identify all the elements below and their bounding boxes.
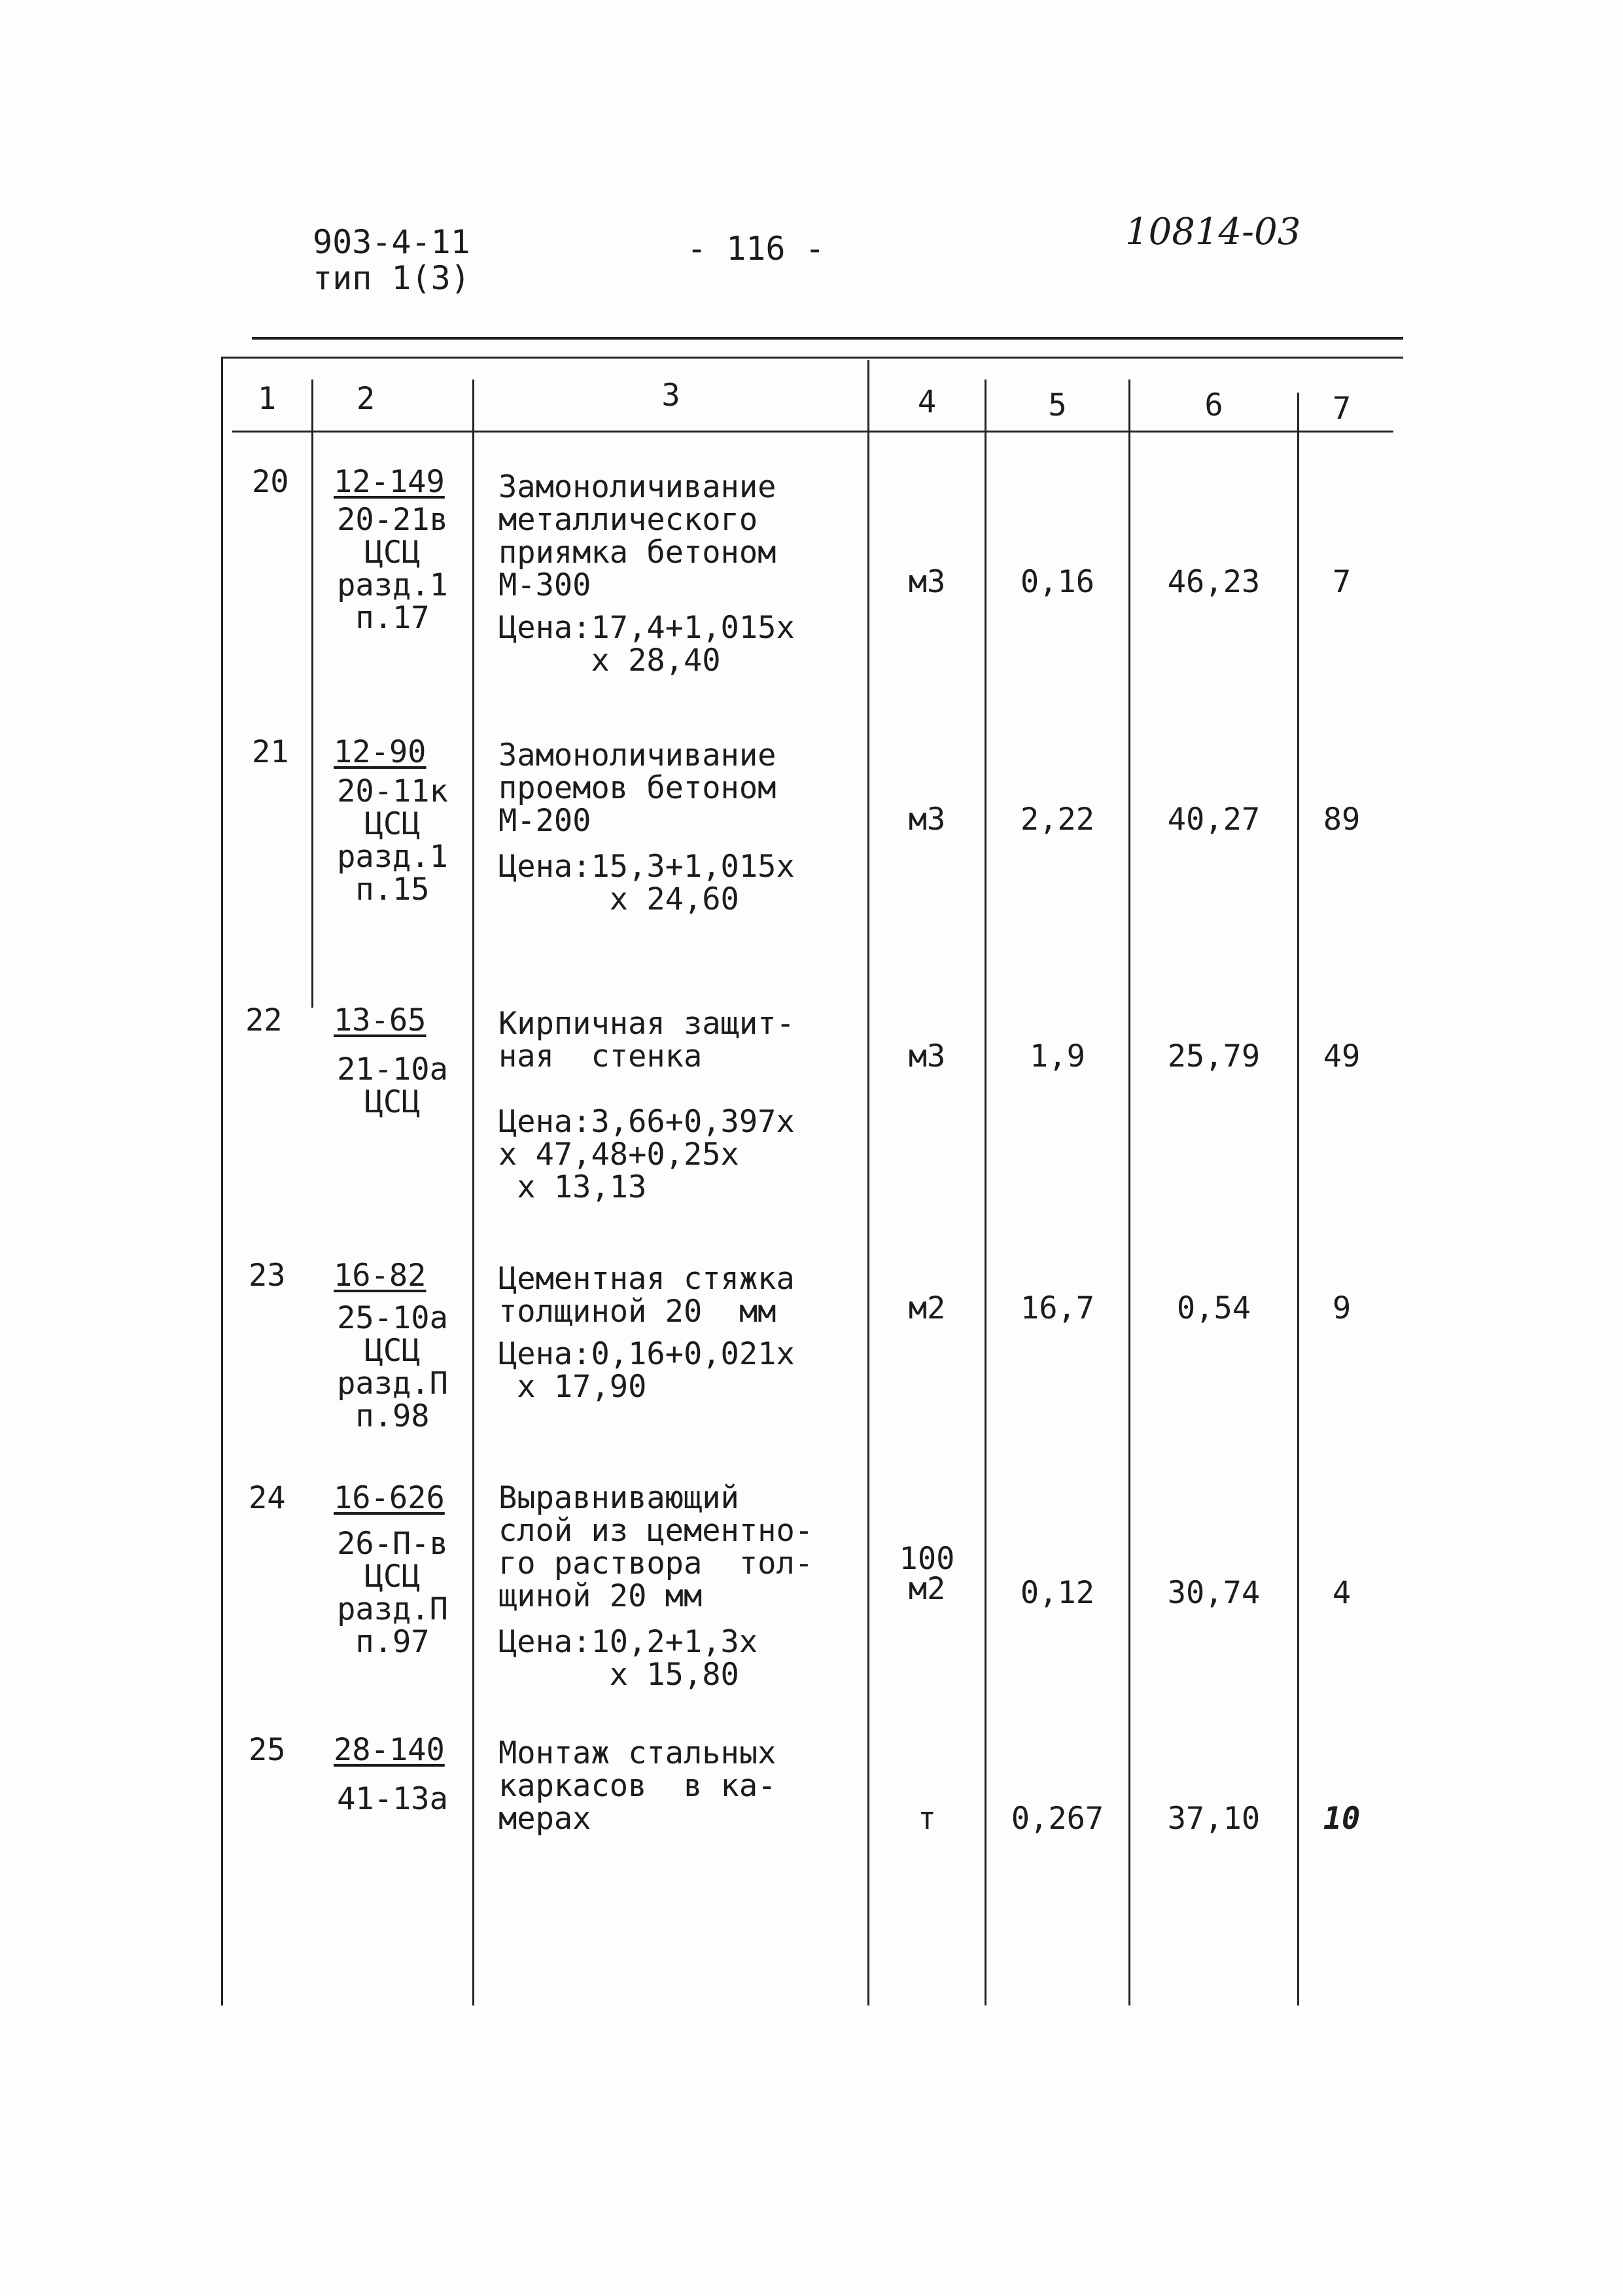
- quantity: 0,16: [1020, 564, 1095, 600]
- page-number: - 116 -: [687, 230, 825, 268]
- unit-cost: 30,74: [1167, 1575, 1261, 1611]
- column-header-7: 7: [1332, 391, 1352, 427]
- price-reference: 41-13а: [337, 1781, 448, 1817]
- handwritten-number: 10814-03: [1125, 211, 1301, 253]
- column-header-1: 1: [257, 381, 277, 417]
- unit: м3: [908, 564, 946, 600]
- price-reference: 20-21в ЦСЦ разд.1 п.17: [337, 502, 448, 636]
- row-number: 25: [249, 1732, 286, 1768]
- column-header-5: 5: [1048, 387, 1067, 423]
- column-divider-3: [867, 360, 869, 2005]
- work-description: Выравнивающий слой из цементно- го раствора тол- щиной 20 мм: [498, 1480, 814, 1614]
- unit: м2: [908, 1290, 946, 1326]
- document-code: 903-4-11: [313, 223, 470, 261]
- quantity: 0,267: [1011, 1801, 1104, 1837]
- unit-cost: 40,27: [1167, 802, 1261, 838]
- norm-reference: 16-626: [334, 1480, 445, 1516]
- price-formula: Цена:10,2+1,3х х 15,80: [498, 1624, 758, 1693]
- work-description: Кирпичная защит- ная стенка: [498, 1006, 795, 1074]
- price-reference: 20-11к ЦСЦ разд.1 п.15: [337, 773, 448, 908]
- total-cost: 49: [1323, 1038, 1361, 1074]
- column-divider-4: [985, 380, 986, 2005]
- header-rule: [252, 337, 1403, 340]
- column-header-6: 6: [1204, 387, 1223, 423]
- column-divider-5: [1128, 380, 1130, 2005]
- price-formula: Цена:0,16+0,021х х 17,90: [498, 1336, 795, 1405]
- work-description: Замоноличивание металлического приямка бетоном М-300: [498, 469, 777, 603]
- table-left-border: [221, 357, 223, 2005]
- column-header-2: 2: [356, 381, 375, 417]
- price-reference: 21-10а ЦСЦ: [337, 1051, 448, 1120]
- column-divider-2: [472, 380, 474, 2005]
- norm-reference: 13-65: [334, 1002, 427, 1038]
- column-header-4: 4: [917, 384, 937, 420]
- column-divider-1: [311, 380, 313, 1008]
- price-formula: Цена:17,4+1,015х х 28,40: [498, 610, 795, 679]
- unit-cost: 0,54: [1176, 1290, 1251, 1326]
- document-type: тип 1(3): [313, 259, 470, 297]
- unit: 100 м2: [899, 1541, 955, 1607]
- work-description: Цементная стяжка толщиной 20 мм: [498, 1261, 795, 1330]
- price-formula: Цена:3,66+0,397х х 47,48+0,25х х 13,13: [498, 1104, 795, 1205]
- column-header-rule: [232, 431, 1393, 433]
- quantity: 1,9: [1030, 1038, 1085, 1074]
- norm-reference: 28-140: [334, 1732, 445, 1768]
- total-cost: 10: [1323, 1801, 1361, 1837]
- quantity: 2,22: [1020, 802, 1095, 838]
- unit: т: [917, 1801, 937, 1837]
- row-number: 21: [252, 734, 289, 770]
- total-cost: 89: [1323, 802, 1361, 838]
- work-description: Замоноличивание проемов бетоном М-200: [498, 737, 777, 839]
- row-number: 20: [252, 464, 289, 500]
- row-number: 22: [245, 1002, 283, 1038]
- price-reference: 26-П-в ЦСЦ разд.П п.97: [337, 1526, 448, 1660]
- unit-cost: 37,10: [1167, 1801, 1261, 1837]
- unit: м3: [908, 1038, 946, 1074]
- column-header-3: 3: [661, 378, 680, 414]
- total-cost: 9: [1332, 1290, 1352, 1326]
- column-divider-6: [1297, 393, 1299, 2005]
- norm-reference: 12-90: [334, 734, 427, 770]
- row-number: 23: [249, 1258, 286, 1294]
- total-cost: 7: [1332, 564, 1352, 600]
- row-number: 24: [249, 1480, 286, 1516]
- unit-cost: 46,23: [1167, 564, 1261, 600]
- norm-reference: 12-149: [334, 464, 445, 500]
- quantity: 0,12: [1020, 1575, 1095, 1611]
- norm-reference: 16-82: [334, 1258, 427, 1294]
- table-top-rule: [222, 357, 1403, 359]
- quantity: 16,7: [1020, 1290, 1095, 1326]
- price-reference: 25-10а ЦСЦ разд.П п.98: [337, 1300, 448, 1434]
- unit-cost: 25,79: [1167, 1038, 1261, 1074]
- work-description: Монтаж стальных каркасов в ка- мерах: [498, 1735, 777, 1837]
- unit: м3: [908, 802, 946, 838]
- total-cost: 4: [1332, 1575, 1352, 1611]
- price-formula: Цена:15,3+1,015х х 24,60: [498, 849, 795, 917]
